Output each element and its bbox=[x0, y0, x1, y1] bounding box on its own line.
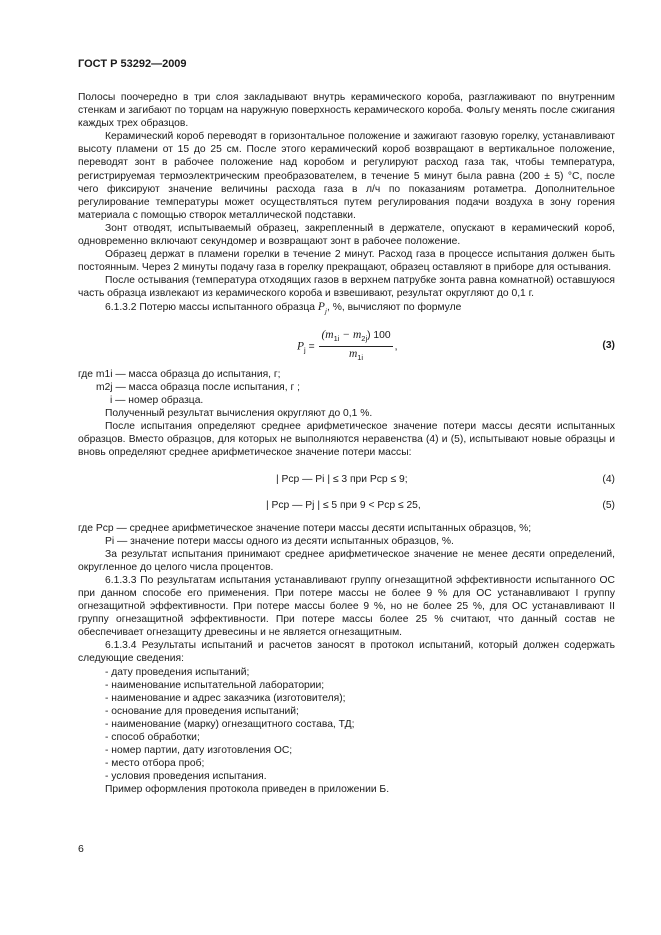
where-line: где m1i — масса образца до испытания, г; bbox=[78, 368, 281, 380]
paragraph-text: , %, вычисляют по формуле bbox=[326, 301, 462, 313]
list-item: - наименование (марку) огнезащитного состава, ТД; bbox=[105, 718, 355, 730]
numerator-sub: 1i bbox=[333, 333, 340, 343]
where-line: i — номер образца. bbox=[110, 395, 204, 407]
list-item: - место отбора проб; bbox=[105, 758, 205, 770]
paragraph: Полосы поочередно в три слоя закладывают внутрь керамического короба, разглаживают по внутренним стенкам и загибают по торцам на наружную поверхность керамического короба. Фольгу менять после сжигания каждых трех образцов. bbox=[78, 92, 615, 130]
paragraph-text: 6.1.3.2 Потерю массы испытанного образца bbox=[105, 301, 318, 313]
inequality-number: (4) bbox=[602, 473, 615, 485]
symbol-pj: $P_j$ bbox=[317, 300, 327, 315]
formula-fraction bbox=[319, 329, 392, 364]
paragraph: Керамический короб переводят в горизонтальное положение и зажигают газовую горелку, устанавливают высоту пламени от 15 до 25 см. После этого керамический короб возвращают в вертикальное положение, переводят зонт в рабочее положение над коробом и регулируют расход газа так, чтобы температура, регистрируемая термоэлектрическим преобразователем, в течение 5 минут была равна (200 ± 5) °С, после чего фиксируют значение величины расхода газа в л/ч по показаниям ротаметра. Дополнительное регулирование температуры может осуществляться путем регулирования подачи воздуха в зону горения материала с помощью створок металлической подставки. bbox=[78, 131, 615, 221]
formula-3 bbox=[78, 317, 615, 368]
info-list bbox=[78, 666, 615, 784]
paragraph: После испытания определяют среднее арифметическое значение потери массы десяти испытанных образцов. Вместо образцов, для которых не выполняются неравенства (4) и (5), испытывают новые образцы и вновь определяют среднее арифметическое значение потери массы: bbox=[78, 421, 615, 459]
numerator-part: − m bbox=[339, 328, 362, 341]
paragraph: Образец держат в пламени горелки в течение 2 минут. Расход газа в процессе испытания должен быть постоянным. Через 2 минуты подачу газа в горелку прекращают, образец оставляют в приборе для остывания. bbox=[78, 249, 615, 274]
denominator-part: m bbox=[348, 348, 358, 361]
formula-numerator bbox=[319, 329, 392, 347]
inequality-4 bbox=[78, 468, 615, 490]
list-item: - способ обработки; bbox=[105, 732, 200, 744]
paragraph: 6.1.3.4 Результаты испытаний и расчетов заносят в протокол испытаний, который должен содержать следующие сведения: bbox=[78, 640, 615, 665]
list-item: - наименование испытательной лаборатории; bbox=[105, 679, 325, 691]
formula-denominator bbox=[319, 347, 392, 364]
inequality-number: (5) bbox=[602, 499, 615, 511]
numerator-part: (m bbox=[321, 328, 334, 341]
where-line: где Pср — среднее арифметическое значение потери массы десяти испытанных образцов, %; bbox=[78, 522, 532, 534]
document-body bbox=[78, 91, 615, 797]
denominator-sub: 1i bbox=[357, 353, 364, 363]
formula-number: (3) bbox=[602, 339, 615, 351]
page-number: 6 bbox=[78, 843, 84, 855]
list-item: - наименование и адрес заказчика (изготовителя); bbox=[105, 692, 346, 704]
paragraph: Зонт отводят, испытываемый образец, закрепленный в держателе, опускают в керамический короб, одновременно включают секундомер и возвращают зонт в рабочее положение. bbox=[78, 222, 615, 248]
paragraph: 6.1.3.3 По результатам испытания устанавливают группу огнезащитной эффективности испытанного ОС при данном способе его применения. При потере массы не более 9 % для ОС устанавливают I группу огнезащитной эффективности. При потере массы более 9 %, но не более 25 %, для ОС устанавливают II группу огнезащитной эффективности. При потере массы более 25 % считают, что данный состав не обеспечивает огнезащиту древесины и не является огнезащитным. bbox=[78, 574, 615, 639]
paragraph: После остывания (температура отходящих газов в верхнем патрубке зонта равна комнатной) оставшуюся часть образца извлекают из керамического короба и взвешивают, результат округляют до 0,1 г. bbox=[78, 275, 615, 300]
formula-lhs-sub: j bbox=[304, 345, 306, 355]
paragraph: Полученный результат вычисления округляют до 0,1 %. bbox=[105, 408, 373, 420]
numerator-part: ) 100 bbox=[367, 329, 391, 341]
inequality-5 bbox=[78, 494, 615, 516]
formula-equals: = bbox=[308, 341, 315, 353]
list-item: - дату проведения испытаний; bbox=[105, 666, 250, 678]
list-item: - номер партии, дату изготовления ОС; bbox=[105, 745, 293, 757]
inequality-expression: | Pср — Pj | ≤ 5 при 9 < Pср ≤ 25, bbox=[266, 499, 421, 511]
list-item: - условия проведения испытания. bbox=[105, 771, 267, 783]
list-item: - основание для проведения испытаний; bbox=[105, 705, 299, 717]
numerator-sub: 2j bbox=[361, 333, 368, 343]
where-line: Pi — значение потери массы одного из десяти испытанных образцов, %. bbox=[105, 535, 454, 547]
paragraph bbox=[78, 301, 615, 317]
inequality-expression: | Pср — Pi | ≤ 3 при Pср ≤ 9; bbox=[276, 473, 408, 485]
where-line: m2j — масса образца после испытания, г ; bbox=[96, 381, 300, 393]
document-header: ГОСТ Р 53292—2009 bbox=[78, 58, 187, 70]
formula-tail: , bbox=[394, 341, 398, 353]
paragraph: Пример оформления протокола приведен в приложении Б. bbox=[105, 784, 390, 796]
formula-lhs: P bbox=[297, 340, 305, 353]
formula-expression bbox=[297, 329, 397, 364]
paragraph: За результат испытания принимают среднее арифметическое значение не менее десяти определений, округленное до целого числа процентов. bbox=[78, 548, 615, 573]
